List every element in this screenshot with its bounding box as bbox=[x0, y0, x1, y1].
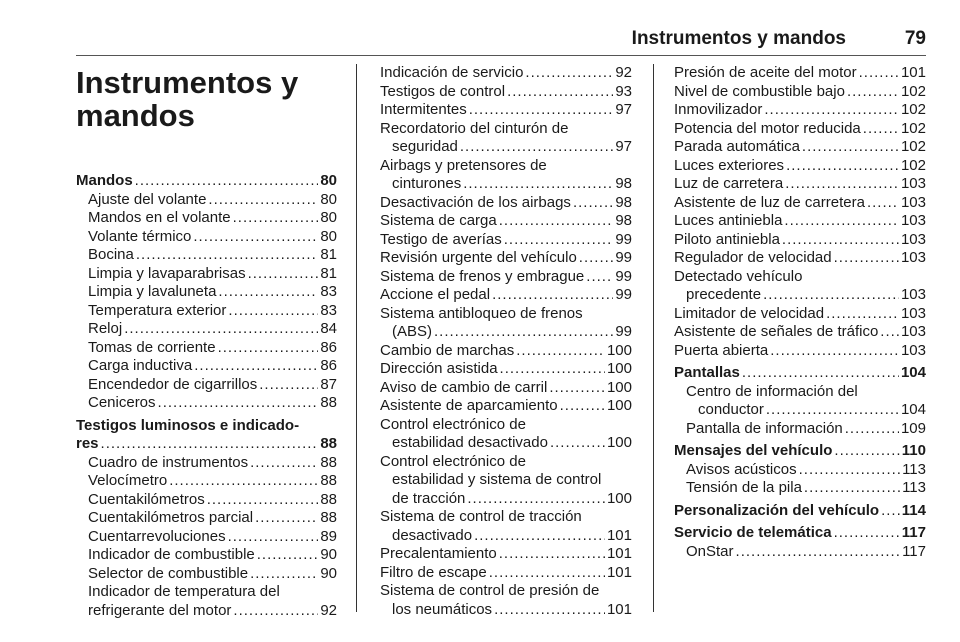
dot-leader bbox=[499, 545, 605, 564]
toc-entry-label: Potencia del motor reducida bbox=[674, 119, 861, 137]
toc-entry-page: 103 bbox=[900, 249, 926, 266]
toc-entry-label: los neumáticos bbox=[392, 600, 493, 618]
toc-entry-label: Luces antiniebla bbox=[674, 212, 783, 229]
toc-entry[interactable] bbox=[380, 101, 632, 120]
toc-entry[interactable] bbox=[674, 83, 926, 102]
toc-entry[interactable] bbox=[674, 543, 926, 562]
toc-entry-page: 98 bbox=[615, 193, 632, 211]
dot-leader bbox=[208, 191, 318, 210]
toc-entry-label: Inmovilizador bbox=[674, 101, 763, 118]
toc-entry-page: 103 bbox=[900, 304, 926, 322]
toc-entry[interactable] bbox=[76, 472, 337, 491]
dot-leader bbox=[248, 265, 319, 284]
dot-leader bbox=[494, 601, 605, 620]
toc-entry[interactable] bbox=[674, 323, 926, 342]
dot-leader bbox=[158, 394, 319, 413]
toc-entry[interactable] bbox=[674, 342, 926, 361]
dot-leader bbox=[736, 543, 901, 562]
toc-entry-page: 100 bbox=[606, 341, 632, 359]
toc-entry[interactable] bbox=[76, 191, 337, 210]
toc-entry-page: 103 bbox=[900, 212, 926, 229]
toc-entry[interactable] bbox=[76, 394, 337, 413]
toc-entry-page: 88 bbox=[320, 435, 337, 452]
toc-entry-label: Asistente de señales de tráfico bbox=[674, 323, 879, 340]
dot-leader bbox=[507, 83, 613, 102]
toc-entry[interactable] bbox=[380, 249, 632, 268]
toc-entry-page: 117 bbox=[901, 524, 926, 541]
dot-leader bbox=[802, 138, 899, 157]
dot-leader bbox=[826, 305, 899, 324]
toc-entry-page: 117 bbox=[902, 542, 926, 560]
toc-entry-page: 90 bbox=[320, 546, 337, 563]
column-divider bbox=[356, 64, 357, 612]
toc-list bbox=[380, 64, 632, 619]
dot-leader bbox=[434, 323, 613, 342]
dot-leader bbox=[834, 249, 899, 268]
toc-entry[interactable] bbox=[76, 302, 337, 321]
dot-leader bbox=[233, 602, 318, 621]
toc-entry-line: Centro de información del bbox=[686, 382, 858, 400]
toc-entry-page: 104 bbox=[900, 364, 926, 381]
dot-leader bbox=[489, 564, 605, 583]
dot-leader bbox=[549, 379, 605, 398]
dot-leader bbox=[259, 376, 318, 395]
dot-leader bbox=[257, 546, 319, 565]
toc-entry[interactable] bbox=[674, 120, 926, 139]
toc-entry-page: 97 bbox=[615, 101, 632, 118]
toc-entry-label: conductor bbox=[698, 401, 764, 418]
toc-entry-page: 86 bbox=[320, 357, 337, 374]
toc-entry-page: 86 bbox=[320, 338, 337, 356]
dot-leader bbox=[881, 502, 900, 521]
toc-entry[interactable] bbox=[674, 212, 926, 231]
toc-entry[interactable] bbox=[674, 64, 926, 83]
dot-leader bbox=[499, 212, 614, 231]
dot-leader bbox=[136, 246, 318, 265]
toc-entry-page: 83 bbox=[320, 283, 337, 300]
dot-leader bbox=[560, 397, 605, 416]
toc-entry-line: Sistema de control de tracción bbox=[380, 508, 582, 525]
toc-entry-page: 100 bbox=[606, 489, 632, 507]
dot-leader bbox=[834, 524, 900, 543]
toc-entry-line: Testigos luminosos e indicado- bbox=[76, 416, 300, 434]
dot-leader bbox=[859, 64, 899, 83]
toc-entry[interactable] bbox=[76, 546, 337, 565]
toc-entry-label: Bocina bbox=[88, 246, 134, 263]
toc-entry-page: 104 bbox=[900, 401, 926, 418]
toc-entry-page: 100 bbox=[606, 434, 632, 451]
dot-leader bbox=[516, 342, 605, 361]
toc-section-entry[interactable] bbox=[674, 442, 926, 461]
toc-entry-label: Accione el pedal bbox=[380, 286, 491, 303]
toc-entry-label: Reloj bbox=[88, 320, 123, 337]
toc-entry-page: 101 bbox=[900, 64, 926, 81]
chapter-title bbox=[76, 66, 337, 132]
toc-entry[interactable] bbox=[674, 194, 926, 213]
toc-entry[interactable] bbox=[76, 209, 337, 228]
toc-entry-page: 110 bbox=[901, 442, 926, 459]
toc-entry-page: 88 bbox=[320, 509, 337, 526]
toc-entry-label: refrigerante del motor bbox=[88, 601, 232, 619]
toc-entry[interactable] bbox=[380, 360, 632, 379]
toc-entry-page: 80 bbox=[320, 227, 337, 245]
toc-entry-label: Asistente de aparcamiento bbox=[380, 397, 558, 414]
toc-entry[interactable] bbox=[674, 175, 926, 194]
dot-leader bbox=[880, 323, 899, 342]
toc-entry-page: 88 bbox=[320, 490, 337, 508]
toc-entry-label: Cuentarrevoluciones bbox=[88, 527, 226, 545]
dot-leader bbox=[218, 339, 319, 358]
toc-entry[interactable] bbox=[380, 231, 632, 250]
toc-entry-page: 84 bbox=[320, 320, 337, 337]
toc-entry-page: 99 bbox=[615, 323, 632, 340]
toc-entry-label: Testigo de averías bbox=[380, 230, 502, 248]
dot-leader bbox=[193, 228, 318, 247]
dot-leader bbox=[469, 101, 614, 120]
toc-entry[interactable] bbox=[380, 175, 632, 194]
dot-leader bbox=[799, 461, 900, 480]
dot-leader bbox=[500, 360, 605, 379]
toc-entry[interactable] bbox=[380, 545, 632, 564]
dot-leader bbox=[492, 286, 613, 305]
toc-entry[interactable] bbox=[76, 528, 337, 547]
toc-entry-page: 97 bbox=[615, 138, 632, 155]
toc-entry-label: Volante térmico bbox=[88, 227, 192, 245]
toc-entry[interactable] bbox=[76, 509, 337, 528]
toc-entry[interactable] bbox=[380, 564, 632, 583]
toc-entry-label: Mandos bbox=[76, 172, 133, 189]
toc-entry-label: Sistema de carga bbox=[380, 212, 497, 229]
toc-entry-line: Control electrónico de bbox=[380, 452, 526, 470]
dot-leader bbox=[834, 442, 899, 461]
toc-section-entry[interactable] bbox=[674, 364, 926, 383]
toc-entry[interactable] bbox=[674, 138, 926, 157]
toc-entry-label: Mensajes del vehículo bbox=[674, 442, 833, 459]
toc-entry-label: Indicador de combustible bbox=[88, 546, 255, 563]
toc-entry-label: Mandos en el volante bbox=[88, 209, 231, 226]
toc-entry-page: 102 bbox=[900, 138, 926, 155]
toc-list bbox=[76, 172, 337, 620]
dot-leader bbox=[804, 479, 900, 498]
dot-leader bbox=[863, 120, 899, 139]
toc-entry[interactable] bbox=[76, 265, 337, 284]
toc-entry-page: 103 bbox=[900, 286, 926, 303]
toc-entry-label: cinturones bbox=[392, 175, 462, 192]
toc-entry-page: 98 bbox=[615, 212, 632, 229]
toc-entry-label: Desactivación de los airbags bbox=[380, 193, 571, 211]
toc-entry-line: Indicador de temperatura del bbox=[88, 583, 280, 600]
toc-entry[interactable] bbox=[674, 157, 926, 176]
toc-entry[interactable] bbox=[380, 527, 632, 546]
toc-entry-page: 89 bbox=[320, 527, 337, 545]
toc-entry[interactable] bbox=[380, 379, 632, 398]
toc-entry-page: 114 bbox=[901, 501, 926, 519]
toc-entry[interactable] bbox=[380, 601, 632, 620]
toc-entry[interactable] bbox=[674, 305, 926, 324]
toc-entry[interactable] bbox=[380, 342, 632, 361]
toc-entry-page: 102 bbox=[900, 82, 926, 100]
toc-entry-page: 113 bbox=[902, 479, 926, 496]
dot-leader bbox=[218, 283, 318, 302]
toc-entry-label: Cambio de marchas bbox=[380, 341, 515, 359]
dot-leader bbox=[550, 434, 605, 453]
toc-entry[interactable] bbox=[380, 490, 632, 509]
toc-entry[interactable] bbox=[76, 357, 337, 376]
toc-entry[interactable] bbox=[674, 231, 926, 250]
toc-entry-label: Presión de aceite del motor bbox=[674, 64, 857, 81]
toc-entry-label: Encendedor de cigarrillos bbox=[88, 375, 258, 393]
dot-leader bbox=[785, 175, 899, 194]
dot-leader bbox=[228, 302, 318, 321]
toc-entry[interactable] bbox=[76, 602, 337, 621]
toc-entry[interactable] bbox=[76, 376, 337, 395]
toc-entry[interactable] bbox=[380, 64, 632, 83]
toc-entry-label: Parada automática bbox=[674, 138, 800, 155]
dot-leader bbox=[770, 342, 899, 361]
dot-leader bbox=[847, 83, 899, 102]
toc-entry-label: Cuentakilómetros parcial bbox=[88, 509, 254, 526]
toc-entry-label: Carga inductiva bbox=[88, 357, 193, 374]
toc-entry-page: 102 bbox=[900, 119, 926, 137]
toc-entry-page: 87 bbox=[320, 375, 337, 393]
toc-entry-label: Indicación de servicio bbox=[380, 64, 524, 81]
toc-entry-page: 101 bbox=[606, 526, 632, 544]
toc-entry-label: res bbox=[76, 435, 99, 452]
toc-column-3 bbox=[674, 64, 926, 561]
toc-entry[interactable] bbox=[380, 323, 632, 342]
toc-entry-label: Dirección asistida bbox=[380, 360, 498, 377]
toc-entry[interactable] bbox=[76, 320, 337, 339]
toc-entry-label: Luz de carretera bbox=[674, 175, 784, 192]
toc-entry-label: Personalización del vehículo bbox=[674, 501, 880, 519]
dot-leader bbox=[782, 231, 899, 250]
toc-entry[interactable] bbox=[380, 212, 632, 231]
toc-entry[interactable] bbox=[674, 286, 926, 305]
toc-entry-line: Control electrónico de bbox=[380, 415, 526, 433]
dot-leader bbox=[845, 420, 899, 439]
column-divider bbox=[653, 64, 654, 612]
chapter-title-line: mandos bbox=[76, 98, 195, 133]
toc-entry-page: 83 bbox=[320, 301, 337, 319]
dot-leader bbox=[233, 209, 319, 228]
toc-entry[interactable] bbox=[380, 83, 632, 102]
toc-entry[interactable] bbox=[674, 420, 926, 439]
toc-entry-label: Intermitentes bbox=[380, 101, 467, 118]
toc-entry[interactable] bbox=[674, 101, 926, 120]
toc-entry-page: 113 bbox=[902, 460, 926, 478]
toc-entry[interactable] bbox=[674, 249, 926, 268]
toc-entry-page: 88 bbox=[320, 472, 337, 489]
toc-entry-page: 92 bbox=[615, 64, 632, 81]
toc-entry-label: Precalentamiento bbox=[380, 545, 497, 562]
toc-entry-page: 93 bbox=[615, 82, 632, 100]
toc-entry-label: OnStar bbox=[686, 542, 734, 560]
dot-leader bbox=[742, 364, 899, 383]
toc-entry-label: Luces exteriores bbox=[674, 156, 785, 174]
toc-entry-label: Revisión urgente del vehículo bbox=[380, 249, 577, 266]
toc-entry[interactable] bbox=[76, 339, 337, 358]
toc-entry-page: 100 bbox=[606, 397, 632, 414]
dot-leader bbox=[784, 212, 899, 231]
header-rule bbox=[76, 55, 926, 56]
toc-entry-page: 98 bbox=[615, 175, 632, 192]
toc-entry-label: Piloto antiniebla bbox=[674, 230, 780, 248]
toc-entry-label: precedente bbox=[686, 286, 762, 303]
toc-entry-label: desactivado bbox=[392, 526, 473, 544]
toc-entry-label: Asistente de luz de carretera bbox=[674, 193, 865, 211]
dot-leader bbox=[101, 435, 319, 454]
dot-leader bbox=[474, 527, 605, 546]
dot-leader bbox=[525, 64, 613, 83]
toc-entry-label: Avisos acústicos bbox=[686, 460, 797, 478]
toc-entry-label: Aviso de cambio de carril bbox=[380, 378, 548, 396]
toc-entry-label: Limitador de velocidad bbox=[674, 304, 825, 322]
toc-entry-line: Airbags y pretensores de bbox=[380, 156, 547, 174]
toc-entry[interactable] bbox=[76, 283, 337, 302]
toc-entry-page: 92 bbox=[320, 601, 337, 619]
toc-entry-label: Tomas de corriente bbox=[88, 338, 216, 356]
toc-section-entry[interactable] bbox=[674, 502, 926, 521]
toc-entry-label: seguridad bbox=[392, 138, 458, 155]
toc-entry-page: 101 bbox=[606, 545, 632, 562]
toc-entry-page: 88 bbox=[320, 453, 337, 471]
toc-entry[interactable] bbox=[76, 454, 337, 473]
toc-entry-label: Cuentakilómetros bbox=[88, 490, 205, 508]
toc-entry-page: 103 bbox=[900, 175, 926, 192]
toc-entry-page: 99 bbox=[615, 230, 632, 248]
toc-entry-label: Cuadro de instrumentos bbox=[88, 453, 249, 471]
toc-list bbox=[674, 64, 926, 561]
toc-entry-label: Temperatura exterior bbox=[88, 301, 227, 319]
dot-leader bbox=[504, 231, 614, 250]
toc-entry-label: Limpia y lavaparabrisas bbox=[88, 264, 246, 282]
toc-entry-line: Recordatorio del cinturón de bbox=[380, 119, 569, 137]
toc-entry-label: Limpia y lavaluneta bbox=[88, 283, 217, 300]
toc-entry-line: Detectado vehículo bbox=[674, 267, 803, 285]
dot-leader bbox=[763, 286, 899, 305]
dot-leader bbox=[579, 249, 614, 268]
toc-entry-page: 80 bbox=[320, 190, 337, 208]
dot-leader bbox=[467, 490, 605, 509]
toc-entry[interactable] bbox=[380, 434, 632, 453]
toc-entry-page: 88 bbox=[320, 394, 337, 411]
toc-entry-page: 100 bbox=[606, 378, 632, 396]
toc-entry-page: 81 bbox=[320, 264, 337, 282]
toc-entry-page: 103 bbox=[900, 341, 926, 359]
dot-leader bbox=[786, 157, 899, 176]
toc-entry-page: 109 bbox=[900, 419, 926, 437]
toc-entry-label: Testigos de control bbox=[380, 82, 506, 100]
toc-entry-page: 90 bbox=[320, 564, 337, 582]
toc-entry-label: Velocímetro bbox=[88, 472, 168, 489]
toc-section-entry[interactable] bbox=[76, 435, 337, 454]
toc-entry-page: 101 bbox=[606, 600, 632, 618]
dot-leader bbox=[194, 357, 318, 376]
toc-entry-page: 99 bbox=[615, 249, 632, 266]
toc-entry-label: estabilidad desactivado bbox=[392, 434, 548, 451]
toc-entry-label: Puerta abierta bbox=[674, 341, 769, 359]
dot-leader bbox=[169, 472, 318, 491]
toc-entry-line: Sistema antibloqueo de frenos bbox=[380, 304, 583, 322]
toc-entry-page: 102 bbox=[900, 156, 926, 174]
toc-entry-label: (ABS) bbox=[392, 323, 433, 340]
dot-leader bbox=[228, 528, 319, 547]
dot-leader bbox=[255, 509, 318, 528]
toc-entry-page: 102 bbox=[900, 101, 926, 118]
chapter-title-line: Instrumentos y bbox=[76, 65, 299, 100]
dot-leader bbox=[135, 172, 319, 191]
dot-leader bbox=[460, 138, 613, 157]
toc-entry[interactable] bbox=[380, 397, 632, 416]
toc-entry-label: Ceniceros bbox=[88, 394, 156, 411]
toc-entry[interactable] bbox=[674, 479, 926, 498]
toc-entry[interactable] bbox=[380, 194, 632, 213]
toc-section-entry[interactable] bbox=[76, 172, 337, 191]
toc-entry[interactable] bbox=[380, 138, 632, 157]
toc-entry[interactable] bbox=[76, 565, 337, 584]
running-header bbox=[76, 28, 926, 54]
dot-leader bbox=[250, 565, 318, 584]
dot-leader bbox=[586, 268, 613, 287]
toc-entry-page: 101 bbox=[606, 563, 632, 581]
toc-entry-label: Nivel de combustible bajo bbox=[674, 82, 845, 100]
toc-entry-label: Tensión de la pila bbox=[686, 479, 802, 496]
toc-entry-label: Pantalla de información bbox=[686, 419, 843, 437]
toc-entry-page: 99 bbox=[615, 286, 632, 303]
dot-leader bbox=[764, 101, 899, 120]
toc-entry-page: 80 bbox=[320, 172, 337, 189]
toc-entry[interactable] bbox=[76, 228, 337, 247]
toc-entry-label: de tracción bbox=[392, 489, 466, 507]
dot-leader bbox=[463, 175, 613, 194]
toc-entry-page: 99 bbox=[615, 267, 632, 285]
dot-leader bbox=[207, 491, 319, 510]
toc-entry-label: Sistema de frenos y embrague bbox=[380, 267, 585, 285]
toc-entry-label: Regulador de velocidad bbox=[674, 249, 832, 266]
running-title: Instrumentos y mandos bbox=[631, 28, 846, 49]
toc-entry[interactable] bbox=[76, 491, 337, 510]
toc-entry-label: Servicio de telemática bbox=[674, 524, 832, 541]
toc-entry-line: estabilidad y sistema de control bbox=[392, 471, 602, 488]
toc-entry-page: 103 bbox=[900, 323, 926, 340]
toc-entry-label: Pantallas bbox=[674, 364, 740, 381]
dot-leader bbox=[766, 401, 899, 420]
toc-entry[interactable] bbox=[76, 246, 337, 265]
toc-entry-page: 103 bbox=[900, 193, 926, 211]
dot-leader bbox=[867, 194, 899, 213]
toc-entry[interactable] bbox=[674, 461, 926, 480]
dot-leader bbox=[250, 454, 318, 473]
toc-entry[interactable] bbox=[674, 401, 926, 420]
toc-entry-page: 100 bbox=[606, 360, 632, 377]
page-number: 79 bbox=[904, 28, 926, 49]
toc-entry-label: Selector de combustible bbox=[88, 564, 249, 582]
toc-entry-line: Sistema de control de presión de bbox=[380, 582, 600, 599]
toc-entry-page: 81 bbox=[320, 246, 337, 263]
toc-entry-page: 80 bbox=[320, 209, 337, 226]
toc-column-1 bbox=[76, 64, 337, 620]
toc-section-entry[interactable] bbox=[674, 524, 926, 543]
dot-leader bbox=[124, 320, 318, 339]
toc-entry-label: Ajuste del volante bbox=[88, 190, 207, 208]
toc-entry[interactable] bbox=[380, 286, 632, 305]
toc-entry-page: 103 bbox=[900, 230, 926, 248]
toc-column-2 bbox=[380, 64, 632, 619]
toc-entry[interactable] bbox=[380, 268, 632, 287]
dot-leader bbox=[573, 194, 613, 213]
toc-entry-label: Filtro de escape bbox=[380, 563, 487, 581]
